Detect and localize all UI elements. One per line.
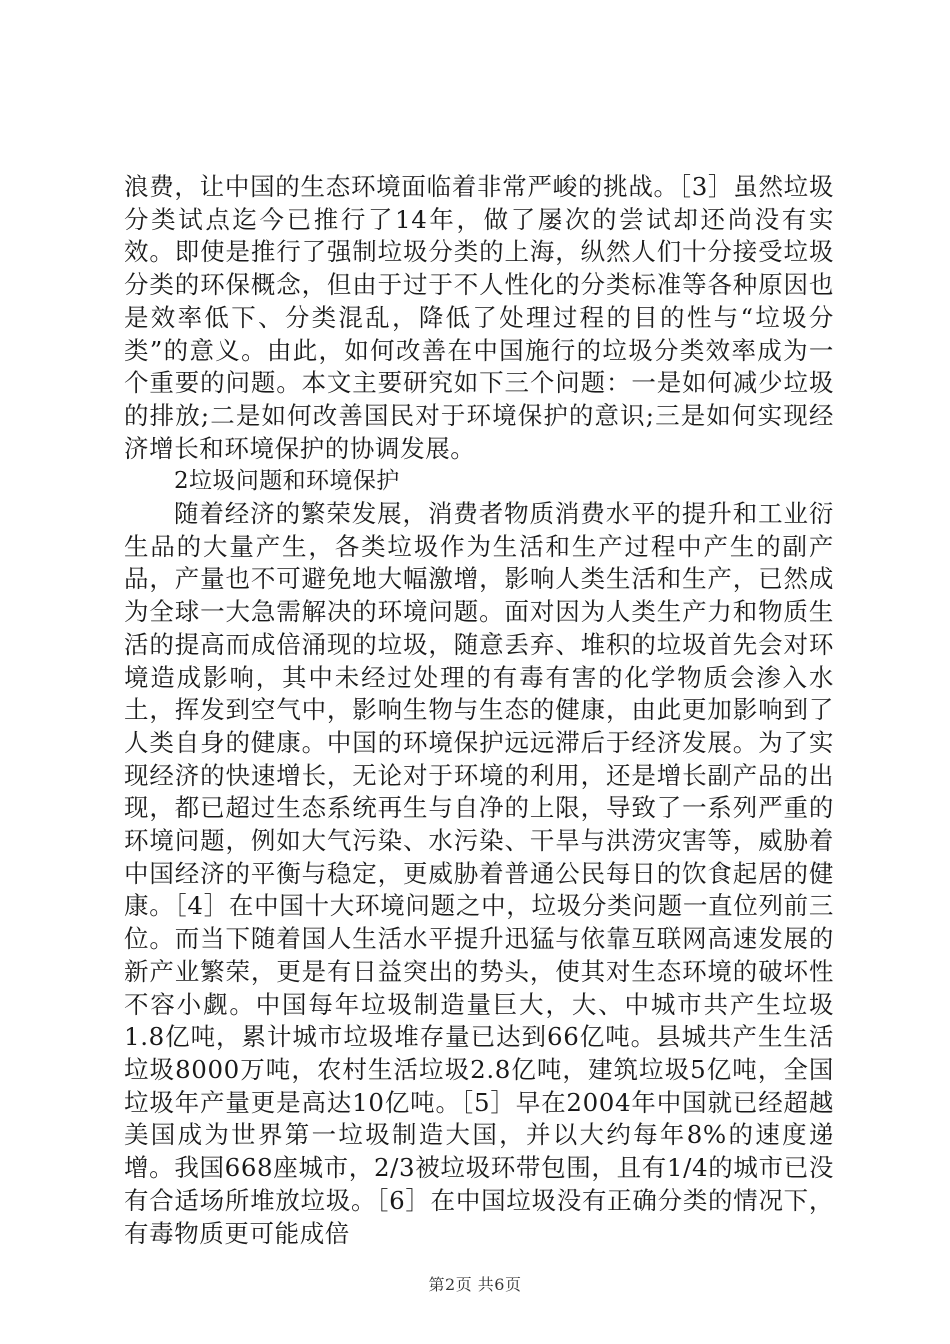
page-number-footer: 第2页 共6页 bbox=[428, 1275, 522, 1294]
body-paragraph: 随着经济的繁荣发展，消费者物质消费水平的提升和工业衍生品的大量产生，各类垃圾作为生活和生产过程中产生的副产品，产量也不可避免地大幅激增，影响人类生活和生产，已然成为全球一大急需解决的环境问题。面对因为人类生产力和物质生活的提高而成倍涌现的垃圾，随意丢弃、堆积的垃圾首先会对环境造成影响，其中未经过处理的有毒有害的化学物质会渗入水土，挥发到空气中，影响生物与生态的健康，由此更加影响到了人类自身的健康。中国的环境保护远远滞后于经济发展。为了实现经济的快速增长，无论对于环境的利用，还是增长副产品的出现，都已超过生态系统再生与自净的上限，导致了一系列严重的环境问题，例如大气污染、水污染、干旱与洪涝灾害等，威胁着中国经济的平衡与稳定，更威胁着普通公民每日的饮食起居的健康。［4］在中国十大环境问题之中，垃圾分类问题一直位列前三位。而当下随着国人生活水平提升迅猛与依靠互联网高速发展的新产业繁荣，更是有日益突出的势头，使其对生态环境的破坏性不容小觑。中国每年垃圾制造量巨大，大、中城市共产生垃圾1.8亿吨，累计城市垃圾堆存量已达到66亿吨。县城共产生生活垃圾8000万吨，农村生活垃圾2.8亿吨，建筑垃圾5亿吨，全国垃圾年产量更是高达10亿吨。［5］早在2004年中国就已经超越美国成为世界第一垃圾制造大国，并以大约每年8%的速度递增。我国668座城市，2/3被垃圾环带包围，且有1/4的城市已没有合适场所堆放垃圾。［6］在中国垃圾没有正确分类的情况下，有毒物质更可能成倍 bbox=[124, 499, 834, 1248]
section-heading: 2垃圾问题和环境保护 bbox=[174, 468, 400, 495]
document-body bbox=[124, 171, 834, 1250]
body-paragraph: 浪费，让中国的生态环境面临着非常严峻的挑战。［3］虽然垃圾分类试点迄今已推行了14年，做了屡次的尝试却还尚没有实效。即使是推行了强制垃圾分类的上海，纵然人们十分接受垃圾分类的环保概念，但由于过于不人性化的分类标准等各种原因也是效率低下、分类混乱，降低了处理过程的目的性与“垃圾分类”的意义。由此，如何改善在中国施行的垃圾分类效率成为一个重要的问题。本文主要研究如下三个问题：一是如何减少垃圾的排放;二是如何改善国民对于环境保护的意识;三是如何实现经济增长和环境保护的协调发展。 bbox=[124, 172, 834, 463]
